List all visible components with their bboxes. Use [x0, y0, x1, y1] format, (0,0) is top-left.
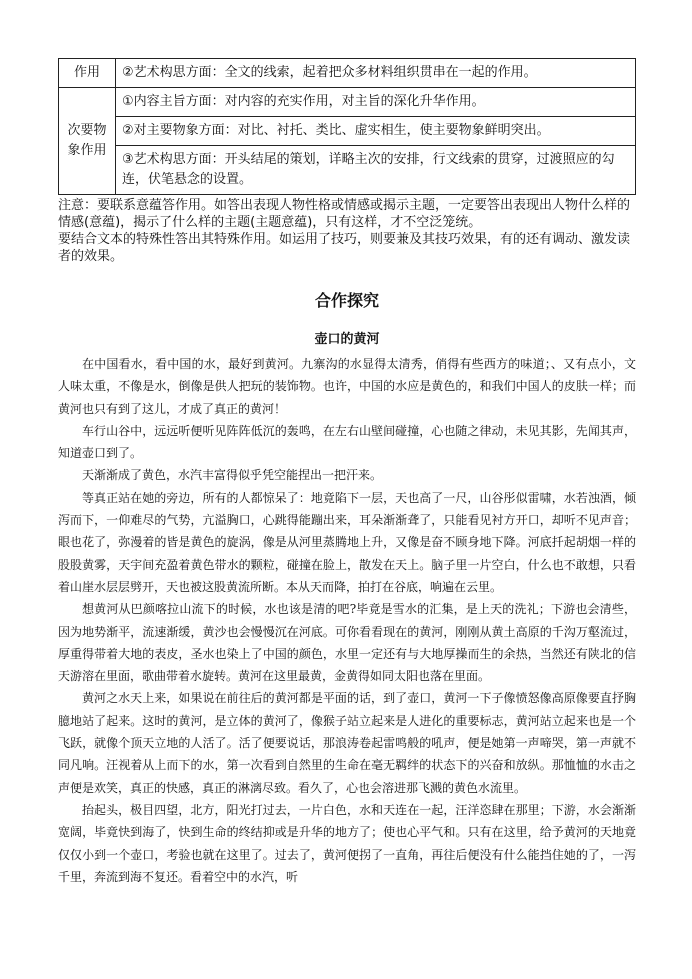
section-title: 合作探究: [314, 291, 379, 310]
table-row: [59, 117, 636, 146]
notes: [58, 197, 636, 265]
table-cell: ②对主要物象方面：对比、衬托、类比、虚实相生，使主要物象鲜明突出。: [116, 117, 636, 146]
essay-paragraph: 车行山谷中，远远听便听见阵阵低沉的轰鸣，在左右山壁间碰撞，心也随之律动，未见其影，先闻其声，知道壶口到了。: [58, 423, 636, 461]
table-cell: ①内容主旨方面：对内容的充实作用，对主旨的深化升华作用。: [116, 88, 636, 117]
essay-paragraph: 黄河之水天上来，如果说在前往后的黄河都是平面的话，到了壶口，黄河一下子像愤怒像高原像要直抒胸臆地站了起来。这时的黄河，是立体的黄河了，像猴子站立起来是人进化的重要标志，黄河站立起来也是一个飞跃，就像个顶天立地的人活了。活了便要说话，那浪涛卷起雷鸣般的吼声，便是她第一声啼哭，第一声就不同凡响。汪视着从上而下的水，第一次看到自然里的生命在毫无羁绊的状态下的兴奋和放纵。那恤恤的水击之声便是欢笑，真正的快感，真正的淋漓尽致。看久了，心也会溶进那飞溅的黄色水流里。: [58, 691, 636, 795]
row-label: 作用: [59, 59, 116, 88]
essay-paragraph: 想黄河从巴颜喀拉山流下的时候，水也该是清的吧?毕竟是雪水的汇集，是上天的洗礼；下游也会清些，因为地势渐平，流速渐缓，黄沙也会慢慢沉在河底。可你看看现在的黄河，刚刚从黄土高原的千沟万壑流过，厚重得带着大地的表皮，圣水也染上了中国的颜色，水里一定还有与大地厚操而生的余热，当然还有陕北的信天游溶在里面，歌曲带着水旋转。黄河在这里最黄，金黄得如同太阳也落在里面。: [58, 602, 636, 684]
essay-body: [58, 353, 636, 888]
table-row: [59, 146, 636, 195]
essay-paragraph: 天渐渐成了黄色，水汽丰富得似乎凭空能捏出一把汗来。: [82, 468, 383, 483]
essay-paragraph: 等真正站在她的旁边，所有的人都惊呆了：地竟陷下一层，天也高了一尺，山谷彤似雷啸，水若浊酒，倾泻而下，一仰难尽的气势，亢溢胸口，心跳得能蹦出来，耳朵渐渐聋了，只能看见衬方开口，却听不见声音；眼也花了，弥漫着的皆是黄色的旋涡，像是从河里蒸腾地上升，又像是奋不顾身地下降。河底扦起胡烟一样的股股黄雾，天宇间充盈着黄色带水的颗粒，碰撞在脸上，散发在天上。脑子里一片空白，什么也不敢想，只看着山崖水层层劈开，天也被这股黄流所断。本从天而降，拍打在谷底，响遍在云里。: [58, 490, 636, 594]
table-cell: ②艺术构思方面：全文的线索，起着把众多材料组织贯串在一起的作用。: [116, 59, 636, 88]
essay-paragraph: 在中国看水，看中国的水，最好到黄河。九寨沟的水显得太清秀，俏得有些西方的味道；、又有点小，文人味太重，不像是水，倒像是供人把玩的装饰物。也许，中国的水应是黄色的，和我们中国人的皮肤一样；而黄河也只有到了这儿，才成了真正的黄河！: [58, 357, 636, 416]
essay-paragraph: 抬起头，极目四望，北方，阳光打过去，一片白色，水和天连在一起，汪洋恣肆在那里；下游，水会渐渐宽阔，毕竟快到海了，快到生命的终结抑或是升华的地方了；使也心平气和。只有在这里，给予黄河的天地竟仅仅小到一个壶口，考验也就在这里了。过去了，黄河便拐了一直角，再往后便没有什么能挡住她的了，一泻千里，奔流到海不复还。看着空中的水汽，听: [58, 802, 636, 884]
note-paragraph: 要结合文本的特殊性答出其特殊作用。如运用了技巧，则要兼及其技巧效果，有的还有调动、激发读者的效果。: [58, 232, 631, 264]
row-label-secondary-objects: 次要物象作用: [59, 88, 116, 195]
table-row: [59, 59, 636, 88]
table-row: [59, 88, 636, 117]
summary-table: [58, 58, 636, 195]
note-paragraph: 注意：要联系意蕴答作用。如答出表现人物性格或情感或揭示主题，一定要答出表现出人物什么样的情感(意蕴)，揭示了什么样的主题(主题意蕴)，只有这样，才不空泛笼统。: [58, 198, 631, 230]
table-cell: ③艺术构思方面：开头结尾的策划，详略主次的安排，行文线索的贯穿，过渡照应的勾连，伏笔悬念的设置。: [116, 146, 636, 195]
page: [58, 58, 636, 888]
essay-title: 壶口的黄河: [314, 332, 380, 347]
